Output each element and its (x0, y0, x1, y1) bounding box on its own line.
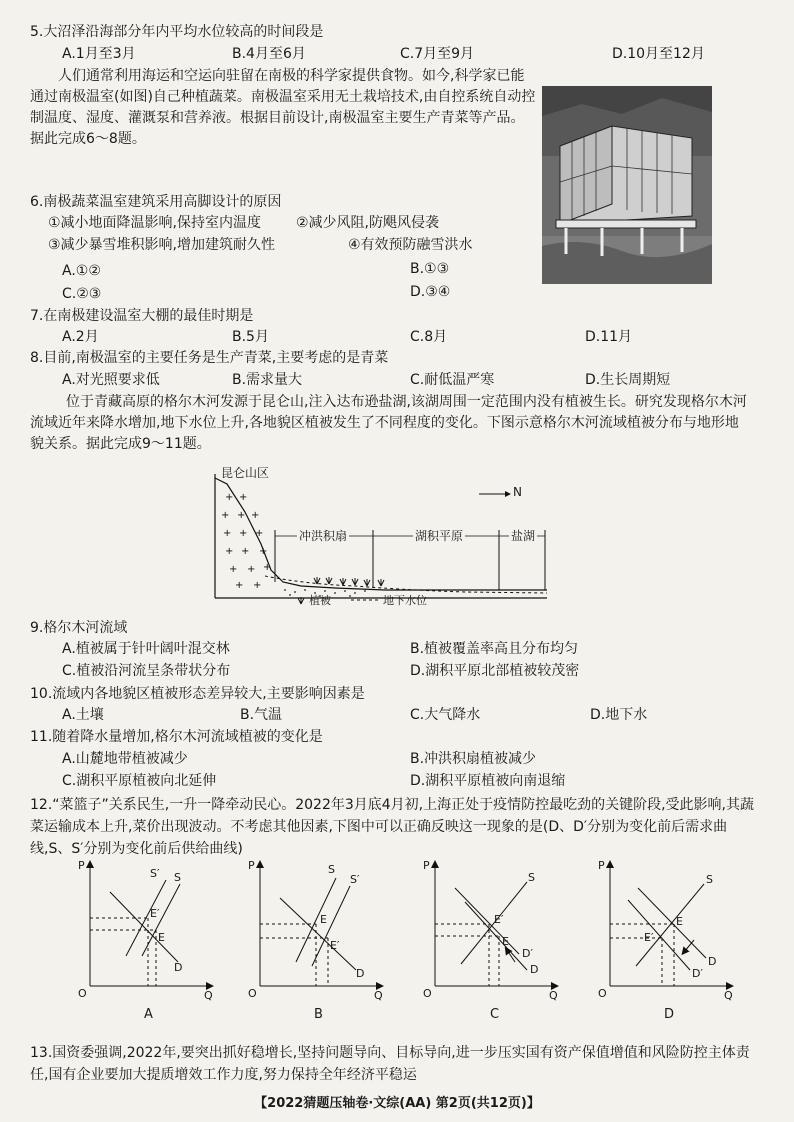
svg-text:+: + (253, 580, 262, 591)
graph-c-curve-1: S (528, 871, 535, 884)
label-alluvial-fan: 冲洪积扇 (299, 529, 348, 543)
legend-groundwater: 地下水位 (383, 594, 427, 607)
svg-text:+: + (237, 510, 246, 521)
graph-d-curve-3: D′ (692, 967, 703, 980)
q9-option-a: A.植被属于针叶阔叶混交林 (62, 641, 230, 657)
graph-a-curve-1: S′ (150, 867, 160, 880)
q5-option-d: D.10月至12月 (612, 46, 705, 62)
q9-option-b: B.植被覆盖率高且分布均匀 (410, 641, 579, 657)
label-lacustrine-plain: 湖积平原 (415, 529, 464, 543)
q8-option-b: B.需求量大 (232, 372, 303, 388)
q10-stem: 10.流域内各地貌区植被形态差异较大,主要影响因素是 (30, 686, 365, 702)
graph-d-curve-2: D (708, 955, 717, 968)
svg-text:+: + (235, 580, 244, 591)
q11-option-b: B.冲洪积扇植被减少 (410, 751, 537, 767)
q5-option-a: A.1月至3月 (62, 46, 136, 62)
label-kunlun-mountains: 昆仑山区 (221, 466, 270, 480)
graph-a-o: O (78, 987, 87, 1000)
svg-text:+: + (255, 528, 264, 539)
svg-text:+: + (225, 492, 234, 503)
svg-text:+: + (239, 492, 248, 503)
graph-b-p: P (248, 859, 255, 872)
q9-option-c: C.植被沿河流呈条带状分布 (62, 663, 231, 679)
graph-a-q: Q (204, 989, 213, 1002)
golmud-profile-figure (205, 466, 565, 608)
q6-item-2: ②减少风阻,防飓风侵袭 (296, 215, 440, 231)
svg-text:+: + (241, 546, 250, 557)
q9-stem: 9.格尔木河流域 (30, 620, 128, 636)
q13-text: 13.国资委强调,2022年,要突出抓好稳增长,坚持问题导向、目标导向,进一步压实国有资产保值增值和风险防控主体责任,国有企业要加大提质增效工作力度,努力保持全年经济平稳运 (30, 1045, 750, 1083)
q7-stem: 7.在南极建设温室大棚的最佳时期是 (30, 308, 254, 324)
q6-option-c: C.②③ (62, 286, 102, 302)
q7-option-a: A.2月 (62, 329, 99, 345)
page-footer: 【2022猜题压轴卷·文综(AA) 第2页(共12页)】 (254, 1096, 540, 1111)
graph-b-point-2: E′ (330, 939, 340, 952)
graph-c-o: O (423, 987, 432, 1000)
q8-option-d: D.生长周期短 (585, 372, 671, 388)
svg-text:+: + (223, 528, 232, 539)
graph-a-p: P (78, 859, 85, 872)
graph-c-point-2: E (502, 935, 509, 948)
q10-option-b: B.气温 (240, 707, 283, 723)
graph-a-curve-3: D (174, 961, 183, 974)
q6-item-3: ③减少暴雪堆积影响,增加建筑耐久性 (48, 237, 276, 253)
q11-option-c: C.湖积平原植被向北延伸 (62, 773, 217, 789)
graph-b-curve-2: S′ (350, 873, 360, 886)
q6-item-1: ①减小地面降温影响,保持室内温度 (48, 215, 262, 231)
q7-option-c: C.8月 (410, 329, 448, 345)
graph-d-q: Q (724, 989, 733, 1002)
graph-c-p: P (423, 859, 430, 872)
graph-d-point-1: E (676, 915, 683, 928)
svg-text:+: + (239, 528, 248, 539)
graph-b-curve-3: D (356, 967, 365, 980)
svg-text:+: + (221, 510, 230, 521)
svg-text:+: + (247, 564, 256, 575)
q7-option-b: B.5月 (232, 329, 269, 345)
q5-option-c: C.7月至9月 (400, 46, 475, 62)
svg-text:+: + (263, 562, 272, 573)
graph-c-caption: C (490, 1007, 500, 1022)
label-salt-lake: 盐湖 (511, 529, 536, 543)
passage-golmud: 位于青藏高原的格尔木河发源于昆仑山,注入达布逊盐湖,该湖周围一定范围内没有植被生长。研究发现格尔木河流域近年来降水增加,地下水位上升,各地貌区植被发生了不同程度的变化。下图示意格尔木河流域植被分布与地形地貌关系。据此完成9～11题。 (30, 394, 747, 452)
q5-stem: 5.大沼泽沿海部分年内平均水位较高的时间段是 (30, 24, 324, 40)
q7-option-d: D.11月 (585, 329, 633, 345)
graph-a (90, 864, 210, 986)
legend-vegetation: 植被 (309, 594, 331, 607)
q11-stem: 11.随着降水量增加,格尔木河流域植被的变化是 (30, 729, 323, 745)
q6-option-a: A.①② (62, 263, 101, 279)
graph-b-o: O (248, 987, 257, 1000)
q8-option-c: C.耐低温严寒 (410, 372, 495, 388)
q11-option-a: A.山麓地带植被减少 (62, 751, 188, 767)
q8-stem: 8.目前,南极温室的主要任务是生产青菜,主要考虑的是青菜 (30, 350, 389, 366)
greenhouse-photo (542, 86, 712, 284)
svg-text:+: + (229, 564, 238, 575)
graph-d-o: O (598, 987, 607, 1000)
graph-c-curve-3: D (530, 963, 539, 976)
graph-b-q: Q (374, 989, 383, 1002)
q9-option-d: D.湖积平原北部植被较茂密 (410, 663, 580, 679)
q10-option-d: D.地下水 (590, 707, 648, 723)
label-north: N (513, 485, 522, 499)
svg-text:+: + (259, 546, 268, 557)
q6-stem: 6.南极蔬菜温室建筑采用高脚设计的原因 (30, 194, 282, 210)
q6-option-b: B.①③ (410, 261, 450, 277)
graph-c-q: Q (549, 989, 558, 1002)
graph-d-point-2: E′ (644, 931, 654, 944)
graph-d-caption: D (664, 1007, 675, 1022)
graph-b-curve-1: S (328, 863, 335, 876)
graph-b-point-1: E (320, 913, 327, 926)
supply-demand-graphs (70, 858, 780, 1038)
q8-option-a: A.对光照要求低 (62, 372, 160, 388)
graph-a-curve-2: S (174, 871, 181, 884)
graph-d-p: P (598, 859, 605, 872)
graph-a-point-1: E′ (150, 907, 160, 920)
q11-option-d: D.湖积平原植被向南退缩 (410, 773, 566, 789)
svg-text:+: + (251, 510, 260, 521)
graph-a-caption: A (144, 1007, 153, 1022)
graph-b-caption: B (314, 1007, 323, 1022)
graph-a-point-2: E (158, 931, 165, 944)
svg-text:+: + (225, 546, 234, 557)
q12-text: 12.“菜篮子”关系民生,一升一降牵动民心。2022年3月底4月初,上海正处于疫情防控最吃劲的关键阶段,受此影响,其蔬菜运输成本上升,菜价出现波动。不考虑其他因素,下图中可以正确反映这一现象的是(D、D′分别为变化前后需求曲线,S、S′分别为变化前后供给曲线) (30, 797, 755, 857)
q5-option-b: B.4月至6月 (232, 46, 306, 62)
graph-d-curve-1: S (706, 873, 713, 886)
q10-option-a: A.土壤 (62, 707, 104, 723)
graph-c-curve-2: D′ (522, 947, 533, 960)
graph-c-point-1: E′ (494, 913, 504, 926)
q6-option-d: D.③④ (410, 284, 451, 300)
q6-item-4: ④有效预防融雪洪水 (348, 237, 473, 253)
passage-greenhouse: 人们通常利用海运和空运向驻留在南极的科学家提供食物。如今,科学家已能通过南极温室(如图)自己种植蔬菜。南极温室采用无土栽培技术,由自控系统自动控制温度、湿度、灌溉泵和营养液。根据目前设计,南极温室主要生产青菜等产品。据此完成6～8题。 (30, 68, 536, 147)
q10-option-c: C.大气降水 (410, 707, 481, 723)
